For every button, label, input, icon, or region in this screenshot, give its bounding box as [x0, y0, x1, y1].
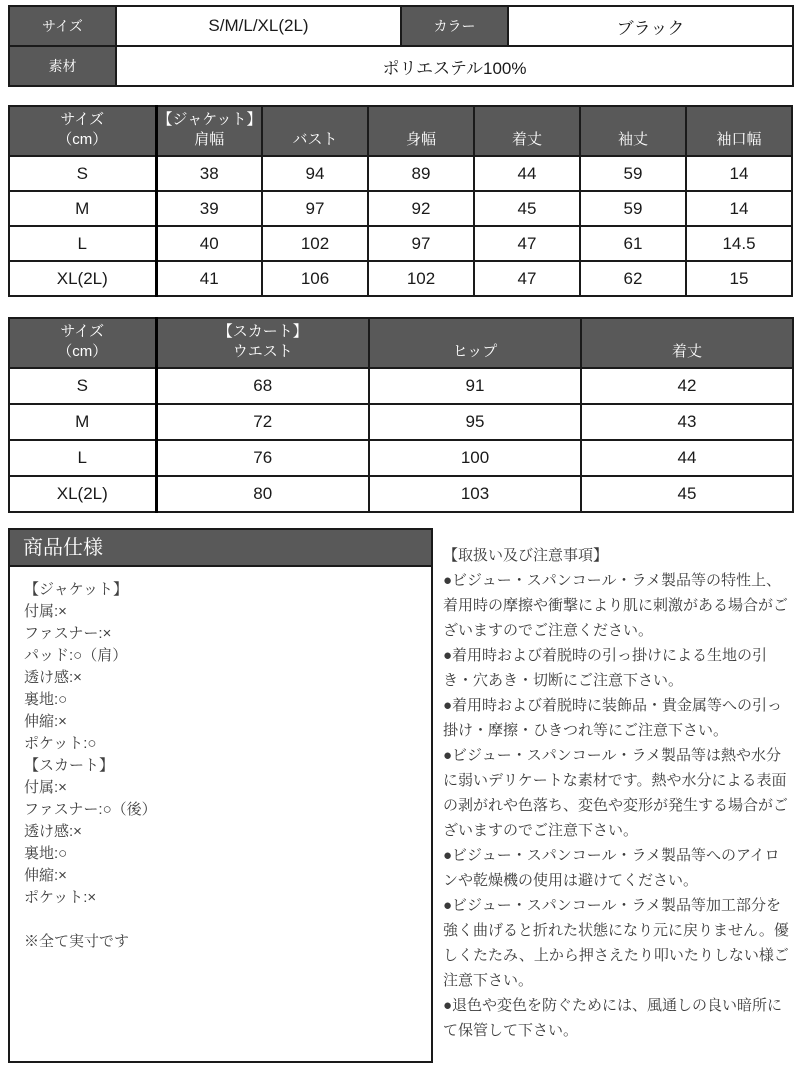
spec-line: ファスナー:× [24, 625, 112, 642]
measurement-value: 95 [369, 404, 581, 440]
measurement-value: 91 [369, 368, 581, 404]
row-size-label: L [9, 440, 156, 476]
product-info-table [8, 5, 794, 87]
measurement-value: 89 [368, 156, 474, 191]
spec-line: 付属:× [24, 603, 67, 620]
spec-line: 付属:× [24, 779, 67, 796]
measurement-value: 94 [262, 156, 368, 191]
table-header-row [9, 106, 792, 156]
measurement-value: 61 [580, 226, 686, 261]
spec-line-blank [24, 909, 417, 931]
column-header-shoulder: 【ジャケット】 肩幅 [156, 106, 262, 156]
measurement-value: 14 [686, 156, 792, 191]
row-size-label: XL(2L) [9, 476, 156, 512]
measurement-value: 44 [581, 440, 793, 476]
measurement-value: 41 [156, 261, 262, 296]
measurement-value: 102 [368, 261, 474, 296]
table-row [9, 46, 793, 86]
table-row [9, 226, 792, 261]
table-row [9, 404, 793, 440]
row-size-label: L [9, 226, 156, 261]
measurement-value: 80 [156, 476, 369, 512]
row-size-label: XL(2L) [9, 261, 156, 296]
material-label-cell: 素材 [9, 46, 116, 86]
table-header-row [9, 318, 793, 368]
column-header-length: 着丈 [474, 106, 580, 156]
spec-line: 伸縮:× [24, 867, 67, 884]
measurement-value: 59 [580, 156, 686, 191]
jacket-size-table [8, 105, 793, 297]
measurement-value: 59 [580, 191, 686, 226]
row-size-label: S [9, 156, 156, 191]
row-size-label: M [9, 191, 156, 226]
measurement-value: 62 [580, 261, 686, 296]
column-header-bust: バスト [262, 106, 368, 156]
measurement-value: 15 [686, 261, 792, 296]
table-row [9, 476, 793, 512]
spec-line: ポケット:○ [24, 735, 97, 752]
handling-note: ●ビジュー・スパンコール・ラメ製品等の特性上、着用時の摩擦や衝撃により肌に刺激がある場合がございますのでご注意ください。 [443, 572, 789, 639]
skirt-size-table [8, 317, 794, 513]
bottom-section [8, 528, 792, 1063]
measurement-value: 44 [474, 156, 580, 191]
column-header-size: サイズ （cm） [9, 318, 156, 368]
spec-line: ファスナー:○（後） [24, 801, 157, 818]
spec-line: 伸縮:× [24, 713, 67, 730]
handling-note: ●ビジュー・スパンコール・ラメ製品等へのアイロンや乾燥機の使用は避けてください。 [443, 847, 780, 889]
measurement-value: 100 [369, 440, 581, 476]
measurement-value: 72 [156, 404, 369, 440]
table-row [9, 6, 793, 46]
size-label-cell: サイズ [9, 6, 116, 46]
product-spec-panel [8, 528, 433, 1063]
material-value-cell: ポリエステル100% [116, 46, 793, 86]
column-header-size: サイズ （cm） [9, 106, 156, 156]
measurement-value: 43 [581, 404, 793, 440]
measurement-value: 76 [156, 440, 369, 476]
column-header-waist: 【スカート】 ウエスト [156, 318, 369, 368]
handling-notes-title: 【取扱い及び注意事項】 [443, 547, 609, 564]
spec-line: 裏地:○ [24, 845, 68, 862]
handling-notes-panel [443, 528, 792, 1043]
measurement-value: 97 [368, 226, 474, 261]
measurement-value: 40 [156, 226, 262, 261]
measurement-value: 103 [369, 476, 581, 512]
color-label-cell: カラー [401, 6, 508, 46]
table-row [9, 156, 792, 191]
measurement-value: 47 [474, 226, 580, 261]
measurement-value: 14 [686, 191, 792, 226]
column-header-body-width: 身幅 [368, 106, 474, 156]
size-value-cell: S/M/L/XL(2L) [116, 6, 401, 46]
spec-line: 【ジャケット】 [24, 581, 128, 598]
spec-line: パッド:○（肩） [24, 647, 128, 664]
measurement-value: 45 [474, 191, 580, 226]
table-row [9, 261, 792, 296]
spec-line: 透け感:× [24, 823, 82, 840]
measurement-value: 92 [368, 191, 474, 226]
handling-note: ●ビジュー・スパンコール・ラメ製品等加工部分を強く曲げると折れた状態になり元に戻りません。優しくたたみ、上から押さえたり叩いたりしない様ご注意下さい。 [443, 897, 789, 989]
measurement-value: 45 [581, 476, 793, 512]
row-size-label: S [9, 368, 156, 404]
handling-note: ●着用時および着脱時の引っ掛けによる生地の引き・穴あき・切断にご注意下さい。 [443, 647, 768, 689]
column-header-cuff-width: 袖口幅 [686, 106, 792, 156]
measurement-value: 14.5 [686, 226, 792, 261]
table-row [9, 368, 793, 404]
measurement-value: 39 [156, 191, 262, 226]
column-header-length: 着丈 [581, 318, 793, 368]
spec-note-actual-size: ※全て実寸です [24, 933, 130, 950]
measurement-value: 102 [262, 226, 368, 261]
color-value-cell: ブラック [508, 6, 793, 46]
measurement-value: 97 [262, 191, 368, 226]
table-row [9, 191, 792, 226]
handling-note: ●退色や変色を防ぐためには、風通しの良い暗所にて保管して下さい。 [443, 997, 783, 1039]
handling-note: ●着用時および着脱時に装飾品・貴金属等への引っ掛け・摩擦・ひきつれ等にご注意下さい。 [443, 697, 783, 739]
spec-line: 裏地:○ [24, 691, 68, 708]
spec-line: 【スカート】 [24, 757, 115, 774]
measurement-value: 106 [262, 261, 368, 296]
table-row [9, 440, 793, 476]
measurement-value: 68 [156, 368, 369, 404]
measurement-value: 38 [156, 156, 262, 191]
product-spec-title: 商品仕様 [10, 530, 431, 567]
handling-note: ●ビジュー・スパンコール・ラメ製品等は熱や水分に弱いデリケートな素材です。熱や水分による表面の剥がれや色落ち、変色や変形が発生する場合がございますのでご注意下さい。 [443, 747, 789, 839]
row-size-label: M [9, 404, 156, 440]
product-spec-body [10, 567, 431, 965]
column-header-sleeve-length: 袖丈 [580, 106, 686, 156]
measurement-value: 47 [474, 261, 580, 296]
column-header-hip: ヒップ [369, 318, 581, 368]
spec-line: 透け感:× [24, 669, 82, 686]
spec-line: ポケット:× [24, 889, 97, 906]
measurement-value: 42 [581, 368, 793, 404]
